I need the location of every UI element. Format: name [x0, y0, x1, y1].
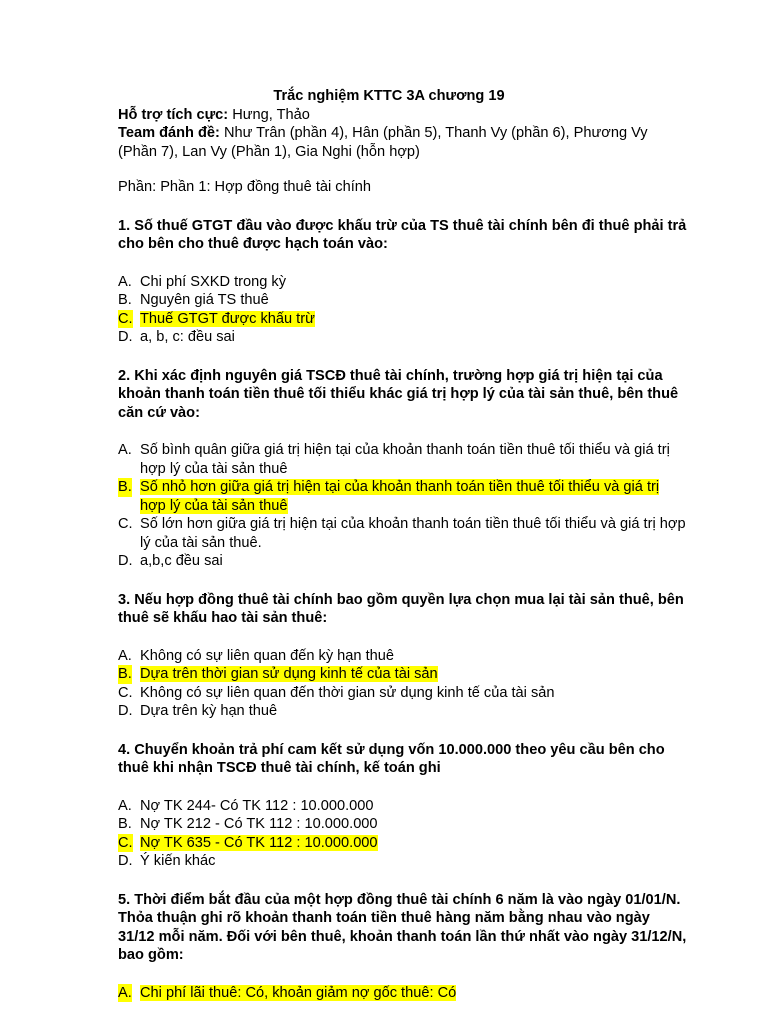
team-label: Team đánh đề: [118, 125, 220, 141]
option-letter: C. [118, 834, 133, 851]
option-letter: D. [118, 553, 133, 569]
team-value: Như Trân (phần 4), Hân (phần 5), Thanh Vy (phần 6), Phương Vy (Phần 7), Lan Vy (Phần 1), Gia Nghi (hỗn hợp) [118, 125, 648, 160]
option-text: Dựa trên kỳ hạn thuê [140, 703, 278, 719]
option-q3-d[interactable] [118, 702, 688, 721]
option-q2-b-answer[interactable] [118, 478, 688, 515]
option-letter: B. [118, 479, 132, 495]
option-letter: A. [118, 647, 132, 664]
option-letter: B. [118, 816, 132, 832]
option-letter: D. [118, 703, 133, 719]
document-meta [118, 106, 688, 162]
support-line [118, 106, 688, 125]
option-q1-b[interactable] [118, 291, 688, 310]
option-q4-a[interactable] [118, 797, 688, 816]
option-q1-c-answer[interactable] [118, 310, 688, 329]
option-text: Chi phí lãi thuê: Có, khoản giảm nợ gốc thuê: Có [140, 984, 457, 1001]
option-text: Nợ TK 244- Có TK 112 : 10.000.000 [140, 797, 374, 814]
question-5: 5. Thời điểm bắt đầu của một hợp đồng thuê tài chính 6 năm là vào ngày 01/01/N. Thỏa thuận ghi rõ khoản thanh toán tiền thuê hàng năm bằng nhau vào ngày 31/12 mỗi năm. Đối với bên thuê, khoản thanh toán lần thứ nhất vào ngày 31/12/N, bao gồm: [118, 891, 687, 963]
option-letter: A. [118, 442, 132, 458]
question-4: 4. Chuyển khoản trả phí cam kết sử dụng vốn 10.000.000 theo yêu cầu bên cho thuê khi nhận TSCĐ thuê tài chính, kế toán ghi [118, 741, 665, 776]
option-q4-c-answer[interactable] [118, 834, 688, 853]
option-letter: C. [118, 310, 133, 327]
option-text: a,b,c đều sai [140, 553, 223, 569]
option-letter: B. [118, 292, 132, 308]
option-text: Không có sự liên quan đến kỳ hạn thuê [140, 647, 394, 664]
option-letter: A. [118, 797, 132, 814]
option-letter: C. [118, 516, 133, 532]
option-text: Nguyên giá TS thuê [140, 292, 269, 308]
options-q3 [118, 647, 688, 721]
option-text: a, b, c: đều sai [140, 329, 235, 345]
options-q2 [118, 441, 688, 571]
option-q4-b[interactable] [118, 815, 688, 834]
option-letter: D. [118, 329, 133, 345]
option-q1-d[interactable] [118, 328, 688, 347]
option-letter: A. [118, 273, 132, 290]
option-q3-b-answer[interactable] [118, 665, 688, 684]
option-letter: B. [118, 666, 132, 682]
question-1: 1. Số thuế GTGT đầu vào được khấu trừ của TS thuê tài chính bên đi thuê phải trả cho bên cho thuê được hạch toán vào: [118, 217, 687, 252]
options-q5 [118, 984, 688, 1003]
part-heading: Phần: Phần 1: Hợp đồng thuê tài chính [118, 179, 371, 195]
option-text: Nợ TK 635 - Có TK 112 : 10.000.000 [140, 834, 378, 851]
option-text: Không có sự liên quan đến thời gian sử dụng kinh tế của tài sản [140, 684, 555, 701]
option-letter: A. [118, 984, 132, 1001]
options-q4 [118, 797, 688, 871]
option-q2-a[interactable] [118, 441, 688, 478]
option-q1-a[interactable] [118, 273, 688, 292]
option-q3-c[interactable] [118, 684, 688, 703]
question-3: 3. Nếu hợp đồng thuê tài chính bao gồm quyền lựa chọn mua lại tài sản thuê, bên thuê sẽ khấu hao tài sản thuê: [118, 591, 684, 626]
option-text: Ý kiến khác [140, 853, 216, 869]
options-q1 [118, 273, 688, 347]
option-q5-a-answer[interactable] [118, 984, 688, 1003]
support-label: Hỗ trợ tích cực: [118, 106, 229, 123]
option-q2-d[interactable] [118, 552, 688, 571]
option-text: Dựa trên thời gian sử dụng kinh tế của tài sản [140, 666, 438, 682]
team-line [118, 124, 688, 161]
option-q2-c[interactable] [118, 515, 688, 552]
support-value: Hưng, Thảo [228, 106, 310, 123]
option-text: Số nhỏ hơn giữa giá trị hiện tại của khoản thanh toán tiền thuê tối thiểu và giá trị hợp lý của tài sản thuê [140, 479, 660, 514]
option-q4-d[interactable] [118, 852, 688, 871]
option-text: Nợ TK 212 - Có TK 112 : 10.000.000 [140, 816, 378, 832]
option-q3-a[interactable] [118, 647, 688, 666]
question-2: 2. Khi xác định nguyên giá TSCĐ thuê tài chính, trường hợp giá trị hiện tại của khoản thanh toán tiền thuê tối thiểu khác giá trị hợp lý của tài sản thuê, bên thuê căn cứ vào: [118, 367, 679, 421]
document-title: Trắc nghiệm KTTC 3A chương 19 [273, 88, 505, 104]
option-text: Chi phí SXKD trong kỳ [140, 273, 287, 290]
option-letter: C. [118, 684, 133, 701]
option-text: Số bình quân giữa giá trị hiện tại của khoản thanh toán tiền thuê tối thiểu và giá trị hợp lý của tài sản thuê [140, 442, 670, 477]
option-text: Thuế GTGT được khấu trừ [140, 310, 315, 327]
option-letter: D. [118, 853, 133, 869]
option-text: Số lớn hơn giữa giá trị hiện tại của khoản thanh toán tiền thuê tối thiểu và giá trị hợp lý của tài sản thuê. [140, 516, 686, 551]
